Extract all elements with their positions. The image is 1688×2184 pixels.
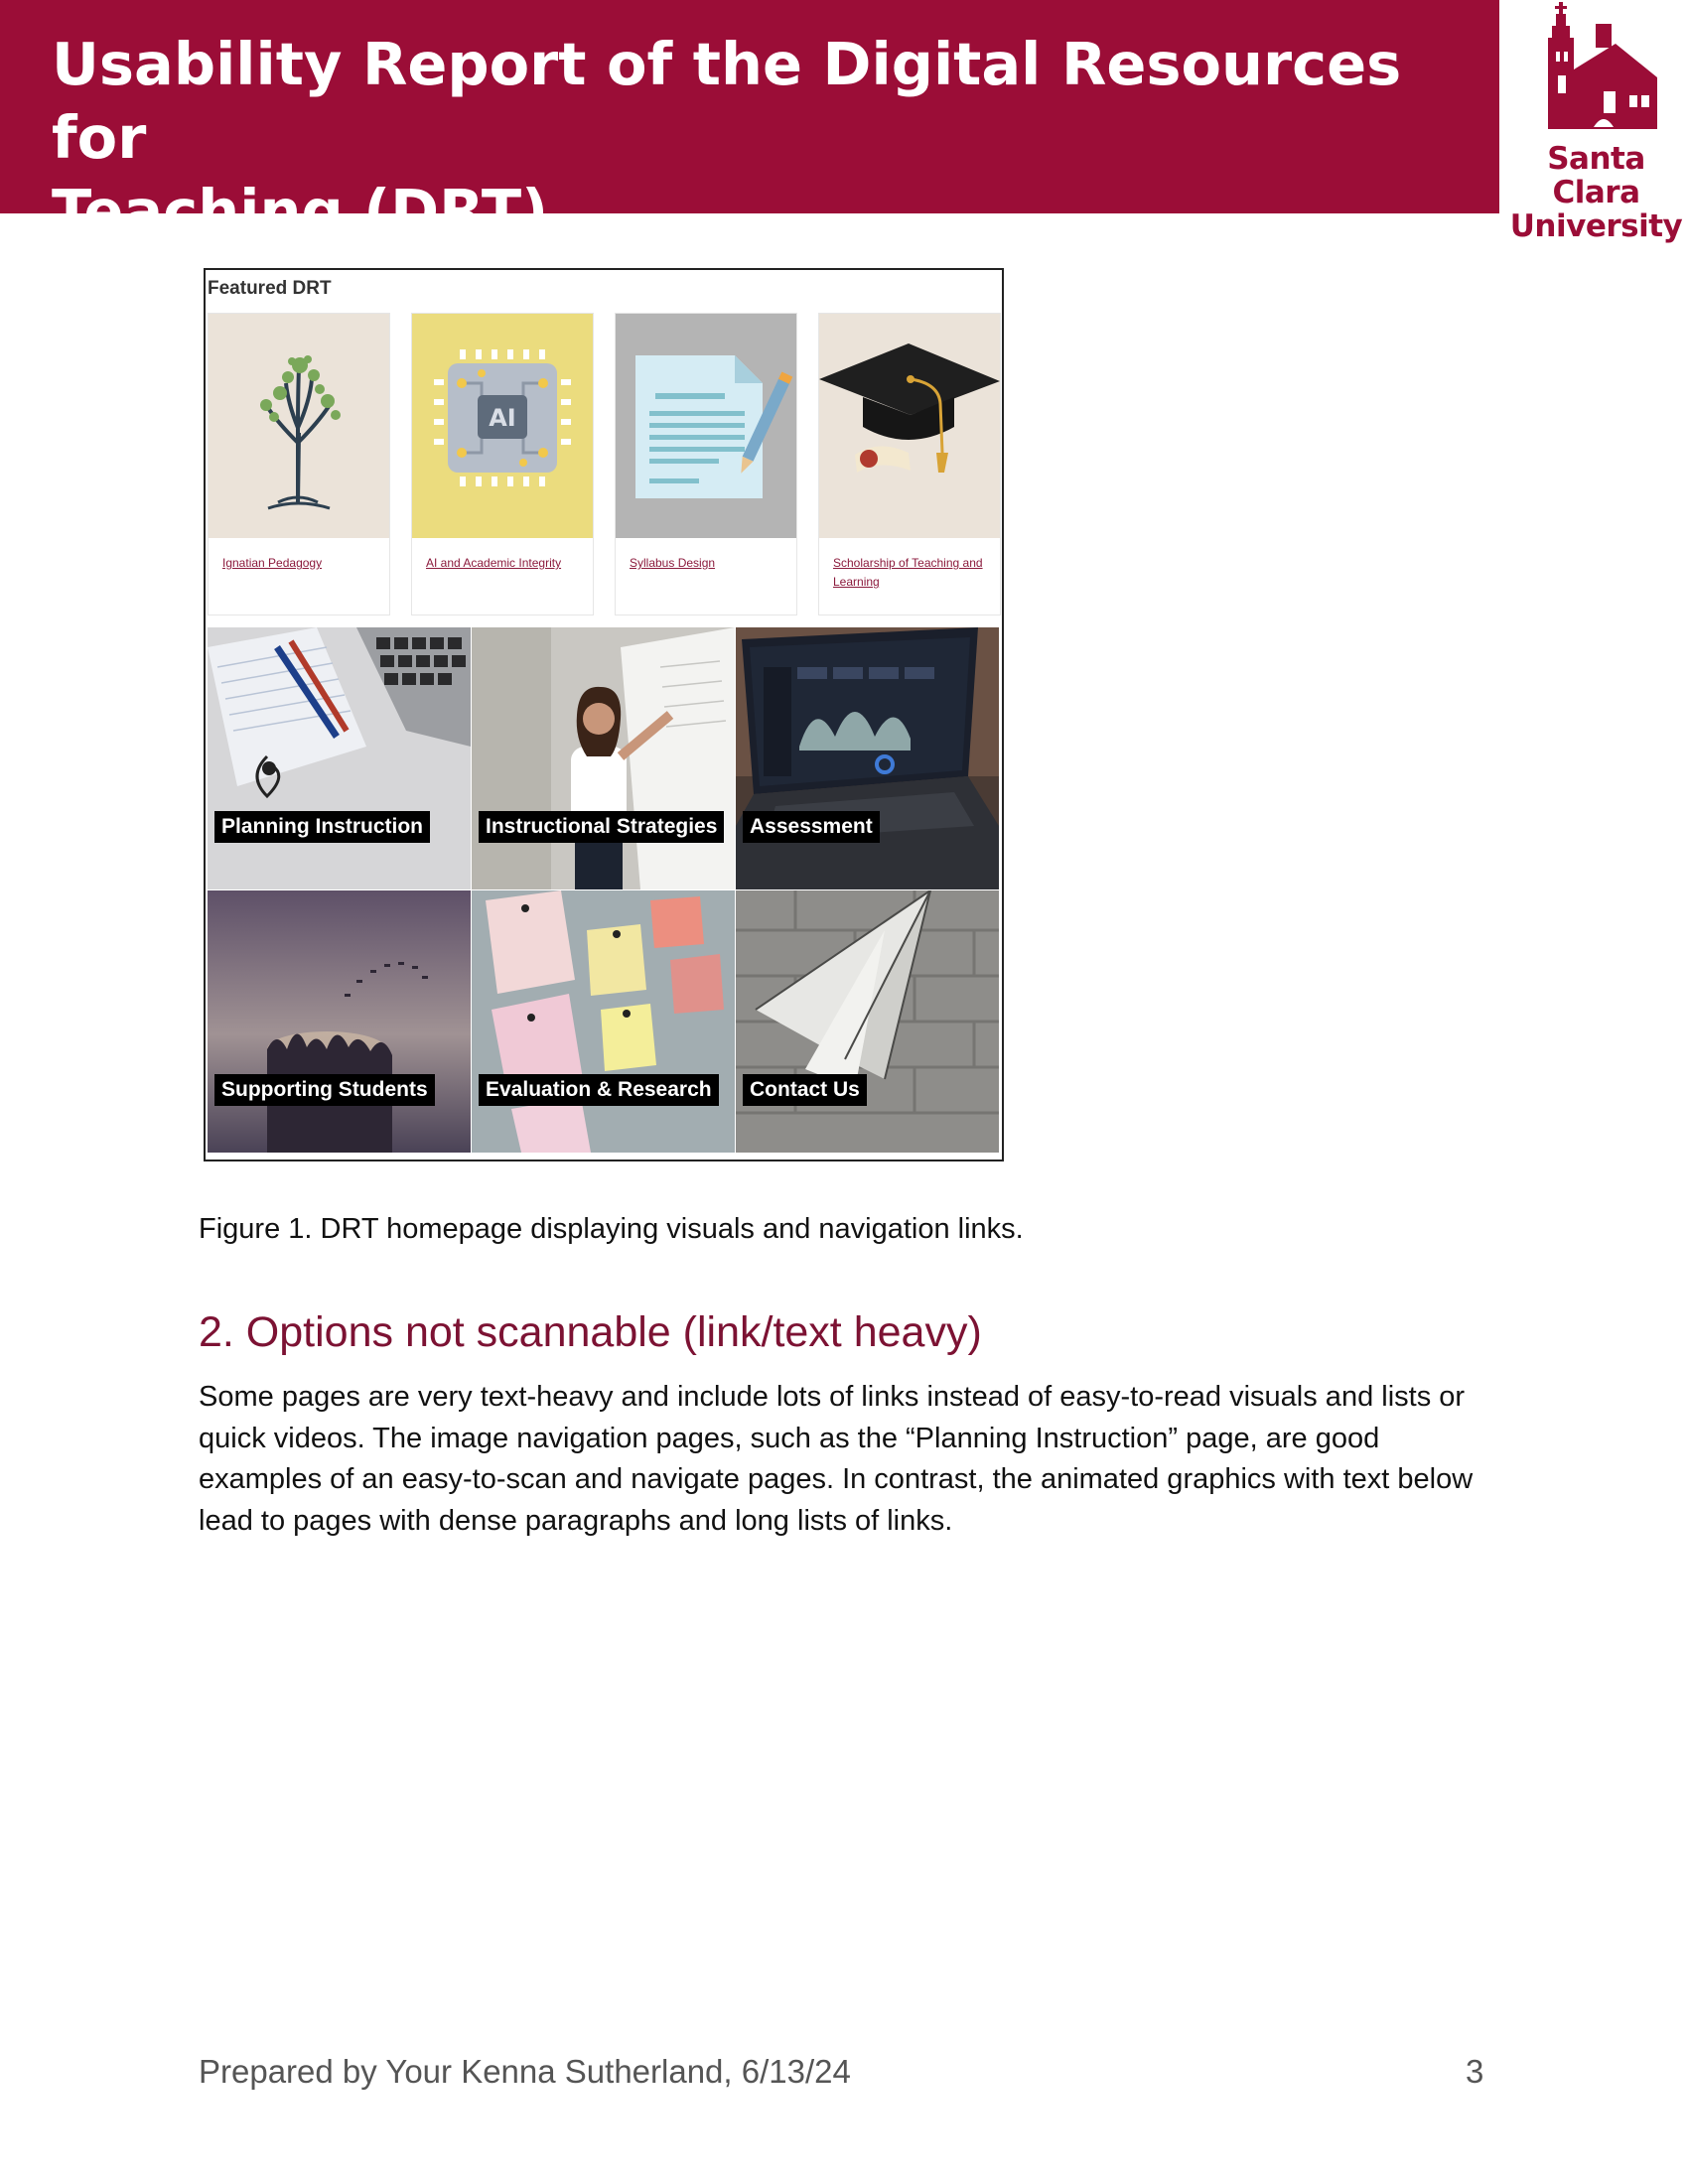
tile-supporting-students[interactable] [208, 890, 471, 1153]
tile-label-contact-us[interactable]: Contact Us [743, 1074, 867, 1106]
figure-caption: Figure 1. DRT homepage displaying visuals and navigation links. [199, 1213, 1024, 1245]
footer-prepared-by: Prepared by Your Kenna Sutherland, 6/13/24 [199, 2053, 851, 2090]
paper-plane-icon [736, 890, 999, 1153]
tile-label-assessment[interactable]: Assessment [743, 811, 880, 843]
card-link-scholarship-teaching-learning[interactable]: Scholarship of Teaching and Learning [833, 556, 983, 589]
card-link-ai-academic-integrity[interactable]: AI and Academic Integrity [426, 556, 562, 570]
drt-homepage-screenshot [204, 268, 1004, 1161]
svg-text:AI: AI [489, 404, 516, 432]
graduation-silhouette-icon [208, 890, 471, 1153]
tree-icon [209, 314, 389, 538]
tile-instructional-strategies[interactable] [472, 627, 735, 889]
featured-card-ignatian-pedagogy[interactable] [208, 313, 390, 615]
body-paragraph: Some pages are very text-heavy and include lots of links instead of easy-to-read visuals and lists or quick videos. The image navigation pages, such as the “Planning Instruction” page, are good examples of an easy-to-scan and navigate pages. In contrast, the animated graphics with text below lead to pages with dense paragraphs and long lists of links. [199, 1381, 1474, 1537]
tile-label-instructional-strategies[interactable]: Instructional Strategies [479, 811, 724, 843]
featured-drt-heading: Featured DRT [208, 278, 332, 299]
tile-planning-instruction[interactable] [208, 627, 471, 889]
card-link-syllabus-design[interactable]: Syllabus Design [630, 556, 716, 570]
mission-church-icon [1534, 0, 1658, 139]
featured-card-ai-academic-integrity[interactable] [411, 313, 594, 615]
page-number: 3 [1466, 2053, 1484, 2090]
tile-label-evaluation-research[interactable]: Evaluation & Research [479, 1074, 719, 1106]
sticky-notes-icon [472, 890, 735, 1153]
tile-evaluation-research[interactable] [472, 890, 735, 1153]
document-pencil-icon [616, 314, 796, 538]
featured-card-scholarship-teaching-learning[interactable] [818, 313, 1001, 615]
tile-assessment[interactable] [736, 627, 999, 889]
card-link-ignatian-pedagogy[interactable]: Ignatian Pedagogy [222, 556, 323, 570]
tile-contact-us[interactable] [736, 890, 999, 1153]
header-banner [0, 0, 1499, 245]
report-title: Usability Report of the Digital Resources for Teaching (DRT) [52, 30, 1402, 245]
laptop-dashboard-icon [736, 627, 999, 889]
ai-chip-icon [412, 314, 593, 538]
presenter-whiteboard-icon [472, 627, 735, 889]
featured-card-syllabus-design[interactable] [615, 313, 797, 615]
university-logo [1504, 0, 1688, 244]
section-heading: 2. Options not scannable (link/text heavy) [199, 1308, 982, 1356]
laptop-notebook-icon [208, 627, 471, 889]
tile-label-planning-instruction[interactable]: Planning Instruction [214, 811, 430, 843]
tile-label-supporting-students[interactable]: Supporting Students [214, 1074, 435, 1106]
logo-text: Santa Clara University [1509, 141, 1683, 244]
graduation-cap-icon [819, 314, 1000, 538]
